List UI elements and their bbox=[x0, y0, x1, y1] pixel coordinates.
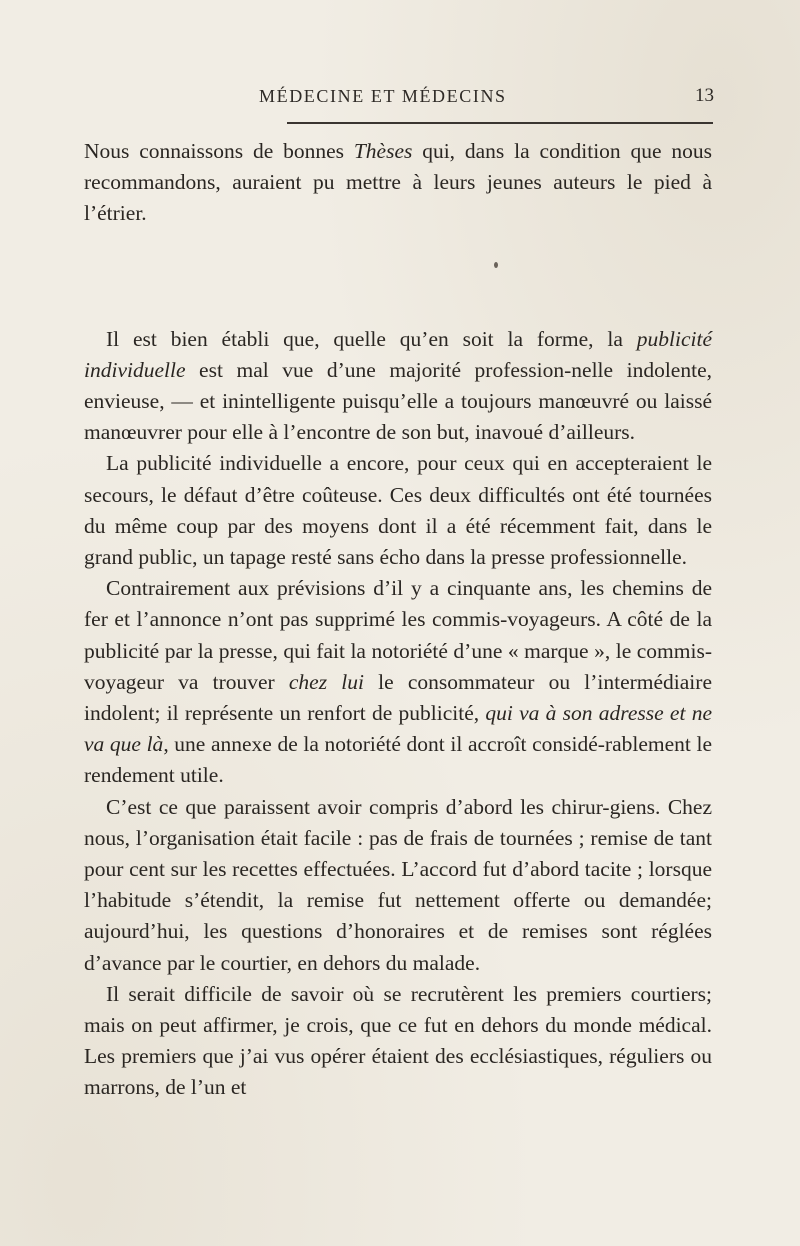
body-text bbox=[84, 136, 712, 1104]
paragraph bbox=[84, 448, 712, 573]
text-segment: Il est bien établi que, quelle qu’en soit la forme, la bbox=[106, 326, 637, 351]
italic-segment: Thèses bbox=[353, 139, 413, 163]
text-segment: , une annexe de la notoriété dont il accroît considé-rablement le rendement utile. bbox=[84, 732, 713, 788]
paragraph-gap bbox=[84, 230, 712, 324]
text-segment: La publicité individuelle a encore, pour ceux qui en accepteraient le secours, le défaut d’être coûteuse. Ces deux difficultés ont été tournées du même coup par des moyens dont il a été récemment fait, dans le grand public, un tapage resté sans écho dans la presse professionnelle. bbox=[84, 451, 712, 570]
paragraph bbox=[84, 792, 712, 979]
italic-segment: publicité individuelle bbox=[84, 326, 712, 382]
text-segment: Nous connaissons de bonnes bbox=[84, 139, 354, 163]
text-segment: qui, dans la condition que nous recommandons, auraient pu mettre à leurs jeunes auteurs le pied à l’étrier. bbox=[84, 139, 712, 226]
page-number: 13 bbox=[695, 85, 714, 106]
italic-segment: qui va à son adresse et ne va que là bbox=[84, 701, 712, 757]
text-segment: est mal vue d’une majorité profession-nelle indolente, envieuse, — et inintelligente puisqu’elle a toujours manœuvré ou laissé manœuvrer pour elle à l’encontre de son but, inavoué d’ailleurs. bbox=[84, 357, 712, 445]
paragraph bbox=[84, 136, 712, 230]
text-segment: Contrairement aux prévisions d’il y a cinquante ans, les chemins de fer et l’annonce n’ont pas supprimé les commis-voyageurs. A côté de la publicité par la presse, qui fait la notoriété d’une « marque », le commis-voyageur va trouver bbox=[84, 576, 712, 694]
paragraph bbox=[84, 979, 712, 1104]
text-segment: C’est ce que paraissent avoir compris d’abord les chirur-giens. Chez nous, l’organisation était facile : pas de frais de tournées ; remise de tant pour cent sur les recettes effectuées. L’accord fut d’abord tacite ; lorsque l’habitude s’étendit, la remise fut nettement offerte ou demandée; aujourd’hui, les questions d’honoraires et de remises sont réglées d’avance par le courtier, en dehors du malade. bbox=[84, 794, 712, 975]
text-segment: le consommateur ou l’intermédiaire indolent; il représente un renfort de publicité, bbox=[84, 669, 712, 726]
paragraph bbox=[84, 573, 712, 791]
running-header bbox=[84, 84, 724, 114]
header-rule bbox=[287, 122, 713, 124]
text-segment: Il serait difficile de savoir où se recrutèrent les premiers courtiers; mais on peut affirmer, je crois, que ce fut en dehors du monde médical. Les premiers que j’ai vus opérer étaient des ecclésiastiques, réguliers ou marrons, de l’un et bbox=[84, 981, 712, 1100]
italic-segment: chez lui bbox=[288, 669, 364, 694]
running-title: MÉDECINE ET MÉDECINS bbox=[259, 86, 507, 106]
paragraph bbox=[84, 324, 712, 449]
